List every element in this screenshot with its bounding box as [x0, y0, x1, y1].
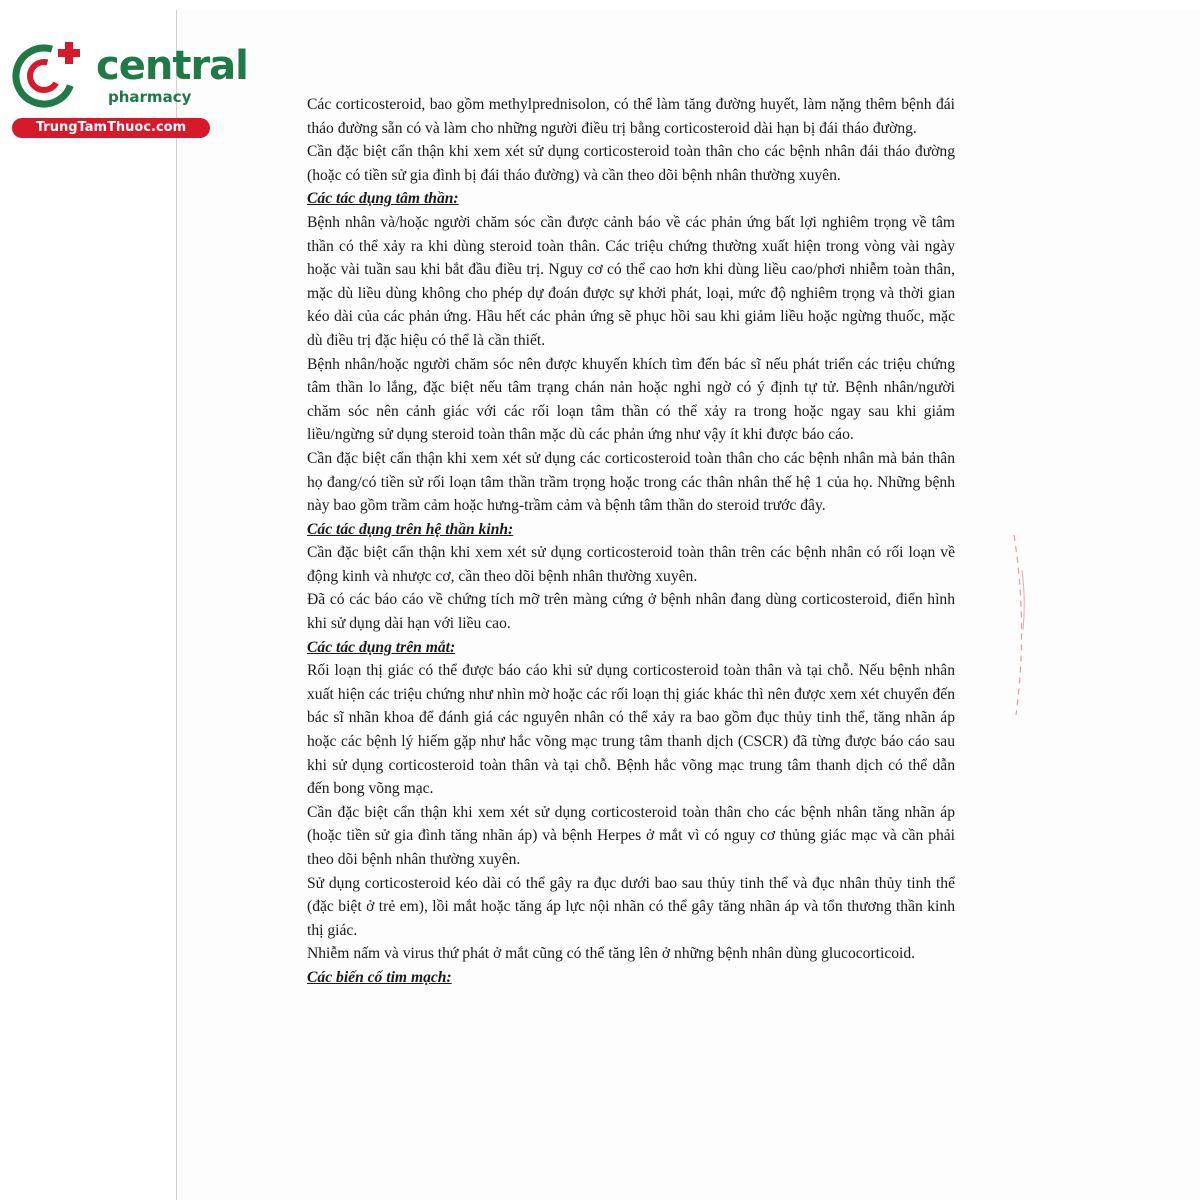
document-body — [307, 93, 955, 990]
brand-site: TrungTamThuoc.com — [12, 118, 210, 138]
paragraph: Cần đặc biệt cẩn thận khi xem xét sử dụng corticosteroid toàn thân trên các bệnh nhân có rối loạn về động kinh và nhược cơ, cần theo dõi bệnh nhân thường xuyên. — [307, 544, 955, 585]
section-heading-eye: Các tác dụng trên mắt: — [307, 638, 456, 656]
brand-subtitle: pharmacy — [108, 88, 192, 106]
section-heading-cardio: Các biến cố tim mạch: — [307, 968, 452, 986]
paragraph: Cần đặc biệt cẩn thận khi xem xét sử dụng corticosteroid toàn thân cho các bệnh nhân tăng nhãn áp (hoặc tiền sử gia đình tăng nhãn áp) và bệnh Herpes ở mắt vì có nguy cơ thủng giác mạc và cần phải theo dõi bệnh nhân thường xuyên. — [307, 803, 955, 868]
paragraph: Cần đặc biệt cẩn thận khi xem xét sử dụng các corticosteroid toàn thân cho các bệnh nhân mà bản thân họ đang/có tiền sử rối loạn tâm thần trầm trọng hoặc trong các thân nhân thế hệ 1 của họ. Những bệnh này bao gồm trầm cảm hoặc hưng-trầm cảm và bệnh tâm thần do steroid trước đây. — [307, 449, 955, 515]
paragraph: Sử dụng corticosteroid kéo dài có thể gây ra đục dưới bao sau thủy tinh thể và đục nhân thủy tinh thể (đặc biệt ở trẻ em), lồi mắt hoặc tăng áp lực nội nhãn có thể gây tăng nhãn áp và tổn thương thần kinh thị giác. — [307, 874, 955, 939]
brand-name: central — [96, 43, 248, 89]
paragraph: Đã có các báo cáo về chứng tích mỡ trên màng cứng ở bệnh nhân đang dùng corticosteroid, điển hình khi sử dụng dài hạn với liều cao. — [307, 591, 955, 633]
stamp-fragment-icon — [1010, 530, 1030, 720]
paragraph: Bệnh nhân và/hoặc người chăm sóc cần được cảnh báo về các phản ứng bất lợi nghiêm trọng về tâm thần có thể xảy ra khi dùng steroid toàn thân. Các triệu chứng thường xuất hiện trong vòng vài ngày hoặc vài tuần sau khi bắt đầu điều trị. Nguy cơ có thể cao hơn khi dùng liều cao/phơi nhiễm toàn thân, mặc dù liều dùng không cho phép dự đoán được sự khởi phát, loại, mức độ nghiêm trọng và thời gian kéo dài của các phản ứng. Hầu hết các phản ứng sẽ phục hồi sau khi giảm liều hoặc ngừng thuốc, mặc dù điều trị đặc hiệu có thể là cần thiết. — [307, 213, 955, 349]
paragraph: Rối loạn thị giác có thể được báo cáo khi sử dụng corticosteroid toàn thân và tại chỗ. Nếu bệnh nhân xuất hiện các triệu chứng như nhìn mờ hoặc các rối loạn thị giác khác thì nên được xem xét chuyển đến bác sĩ nhãn khoa để đánh giá các nguyên nhân có thể xảy ra bao gồm đục thủy tinh thể, tăng nhãn áp hoặc các bệnh lý hiếm gặp như hắc võng mạc trung tâm thanh dịch (CSCR) đã từng được báo cáo sau khi sử dụng corticosteroid toàn thân và tại chỗ. Bệnh hắc võng mạc trung tâm thanh dịch có thể dẫn đến bong võng mạc. — [307, 662, 955, 798]
paragraph: Cần đặc biệt cẩn thận khi xem xét sử dụng corticosteroid toàn thân cho các bệnh nhân đái tháo đường (hoặc có tiền sử gia đình bị đái tháo đường) và cần theo dõi bệnh nhân thường xuyên. — [307, 143, 955, 184]
paragraph: Bệnh nhân/hoặc người chăm sóc nên được khuyến khích tìm đến bác sĩ nếu phát triển các triệu chứng tâm thần lo lắng, đặc biệt nếu tâm trạng chán nản hoặc nghi ngờ có ý định tự tử. Bệnh nhân/người chăm sóc nên cảnh giác với các rối loạn tâm thần có thể xảy ra trong hoặc ngay sau khi giảm liều/ngừng sử dụng steroid toàn thân mặc dù các phản ứng như vậy ít khi được báo cáo. — [307, 355, 955, 444]
left-margin — [0, 0, 176, 1200]
paragraph: Các corticosteroid, bao gồm methylprednisolon, có thể làm tăng đường huyết, làm nặng thêm bệnh đái tháo đường sẵn có và làm cho những người điều trị bằng corticosteroid dài hạn bị đái tháo đường. — [307, 96, 955, 137]
brand-logo[interactable] — [10, 38, 248, 138]
pharmacy-logo-icon — [10, 38, 90, 108]
section-heading-neuro: Các tác dụng trên hệ thần kinh: — [307, 520, 514, 538]
paragraph: Nhiễm nấm và virus thứ phát ở mắt cũng có thể tăng lên ở những bệnh nhân dùng glucocorticoid. — [307, 945, 916, 963]
section-heading-psych: Các tác dụng tâm thần: — [307, 190, 459, 208]
